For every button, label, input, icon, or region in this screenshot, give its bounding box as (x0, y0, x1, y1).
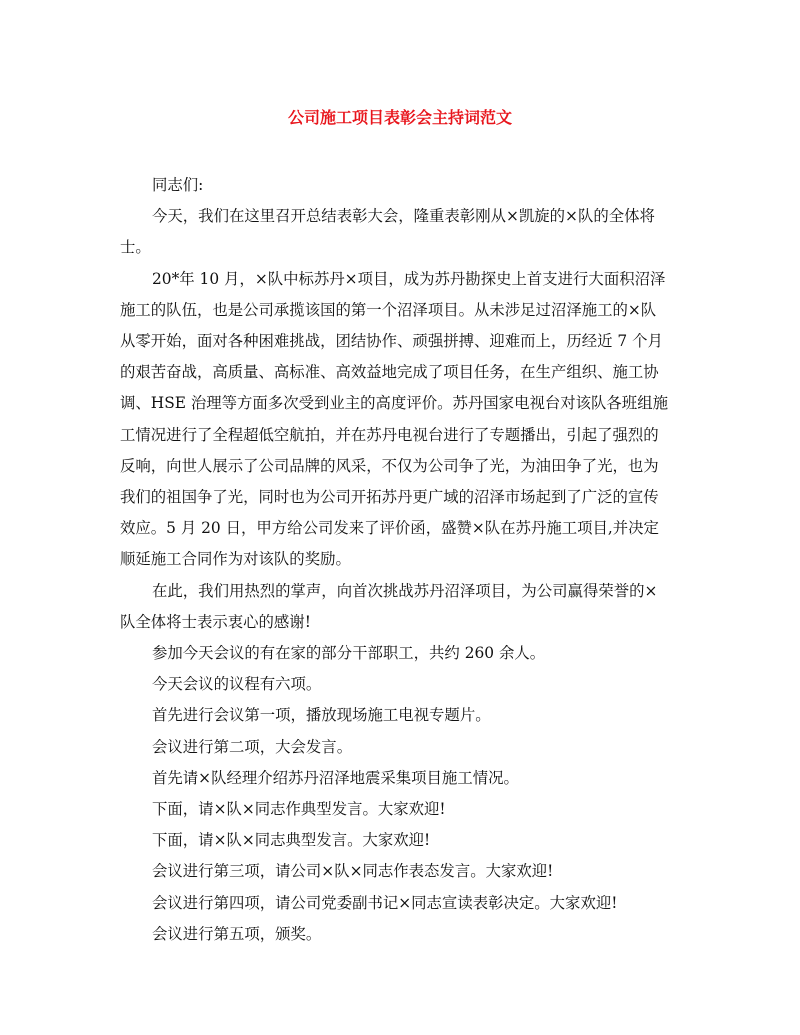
paragraph (120, 794, 680, 825)
paragraph-line: 参加今天会议的有在家的部分干部职工，共约 260 余人。 (152, 644, 546, 663)
paragraph (120, 888, 680, 919)
paragraph-line: 会议进行第五项，颁奖。 (152, 924, 322, 943)
paragraph (120, 264, 680, 576)
paragraph-line: 士。 (120, 238, 151, 257)
paragraph-line: 我们的祖国争了光，同时也为公司开拓苏丹更广域的沼泽市场起到了广泛的宣传 (120, 488, 659, 507)
paragraph (120, 700, 680, 731)
paragraph-line: 施工的队伍，也是公司承揽该国的第一个沼泽项目。从未涉足过沼泽施工的×队 (120, 300, 657, 319)
paragraph-line: 在此，我们用热烈的掌声，向首次挑战苏丹沼泽项目，为公司赢得荣誉的× (152, 581, 658, 600)
paragraph (120, 763, 680, 794)
paragraph-line: 顺延施工合同作为对该队的奖励。 (120, 550, 351, 569)
paragraph-line: 20*年 10 月，×队中标苏丹×项目，成为苏丹勘探史上首支进行大面积沼泽 (152, 269, 666, 288)
paragraph (120, 170, 680, 201)
paragraph (120, 856, 680, 887)
paragraph-line: 工情况进行了全程超低空航拍，并在苏丹电视台进行了专题播出，引起了强烈的 (120, 425, 659, 444)
paragraph (120, 576, 680, 638)
paragraph-line: 首先请×队经理介绍苏丹沼泽地震采集项目施工情况。 (152, 768, 519, 787)
paragraph-line: 会议进行第二项，大会发言。 (152, 737, 353, 756)
document-body (120, 170, 680, 950)
paragraph-line: 调、HSE 治理等方面多次受到业主的高度评价。苏丹国家电视台对该队各班组施 (120, 394, 668, 413)
paragraph-line: 的艰苦奋战，高质量、高标准、高效益地完成了项目任务，在生产组织、施工协 (120, 363, 659, 382)
paragraph-line: 下面，请×队×同志典型发言。大家欢迎! (152, 831, 431, 850)
paragraph (120, 825, 680, 856)
paragraph (120, 669, 680, 700)
paragraph-line: 从零开始，面对各种困难挑战，团结协作、顽强拼搏、迎难而上，历经近 7 个月 (120, 332, 663, 351)
paragraph (120, 638, 680, 669)
paragraph-line: 同志们: (152, 176, 204, 194)
document-title: 公司施工项目表彰会主持词范文 (287, 108, 512, 127)
paragraph-line: 会议进行第三项，请公司×队×同志作表态发言。大家欢迎! (152, 862, 554, 881)
paragraph-line: 会议进行第四项，请公司党委副书记×同志宣读表彰决定。大家欢迎! (152, 893, 618, 912)
paragraph (120, 732, 680, 763)
paragraph-line: 下面，请×队×同志作典型发言。大家欢迎! (152, 800, 446, 819)
paragraph (120, 919, 680, 950)
paragraph-line: 效应。5 月 20 日，甲方给公司发来了评价函，盛赞×队在苏丹施工项目,并决定 (120, 519, 659, 538)
paragraph-line: 今天，我们在这里召开总结表彰大会，隆重表彰刚从×凯旋的×队的全体将 (152, 207, 655, 226)
paragraph-line: 队全体将士表示衷心的感谢! (120, 612, 311, 631)
paragraph-line: 反响，向世人展示了公司品牌的风采，不仅为公司争了光，为油田争了光，也为 (120, 456, 659, 475)
paragraph (120, 201, 680, 263)
paragraph-line: 今天会议的议程有六项。 (152, 675, 322, 694)
paragraph-line: 首先进行会议第一项，播放现场施工电视专题片。 (152, 706, 491, 725)
